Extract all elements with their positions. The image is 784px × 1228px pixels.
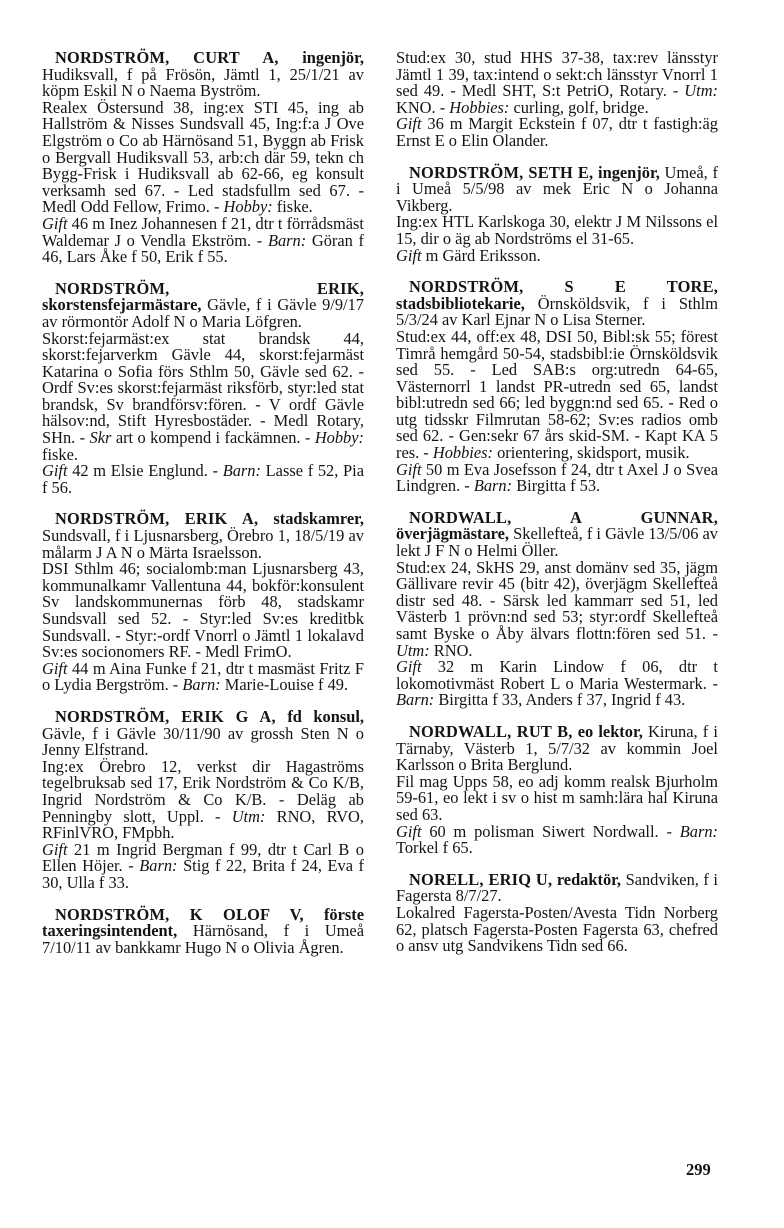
entry-text: Göran f 46, Lars Åke f 50, Erik f 55. [42,230,364,267]
entry-text: Gävle, f i Gävle 30/11/90 av grossh Sten N o Jenny Elfstrand. [42,723,364,760]
entry-text: 50 m Eva Josefsson f 24, dtr t Axel J o Svea Lindgren. - [396,459,718,496]
entry-text: Kiruna, f i Tärnaby, Västerb 1, 5/7/32 av kommin Joel Karlsson o Brita Berglund. [396,721,718,775]
entry-text: Ing:ex HTL Karlskoga 30, elektr J M Nilssons el 15, dir o äg ab Nordströms el 31-65. [396,212,718,248]
biography-entry [42,706,364,892]
entry-label: Hobbies: [432,443,493,463]
entry-label: Barn: [473,476,513,496]
entry-text: 32 m Karin Lindow f 06, dtr t lokomotivmäst Robert L o Maria Westermark. - [396,657,718,693]
entry-label: Gift [396,245,422,265]
entry-label: Utm: [396,640,430,660]
entry-label: Barn: [182,675,221,695]
entry-label: Gift [396,459,422,479]
entry-occupation: fd konsul, [287,706,364,726]
entry-text: 60 m polisman Siwert Nordwall. - [429,821,672,841]
entry-name: NORDSTRÖM, CURT A, [55,48,279,67]
entry-name: NORELL, ERIQ U, [409,869,553,889]
biography-entry [396,507,718,710]
entry-label: Gift [396,657,422,677]
entry-occupation: stadsbibliotekarie, [396,293,525,313]
entry-label: Barn: [222,461,261,481]
entry-name: NORDSTRÖM, K OLOF V, [55,904,304,924]
biography-entry [42,50,364,266]
biography-entry-continued [396,50,718,150]
entry-text: Lasse f 52, Pia f 56. [42,461,364,497]
entry-text: Skorst:fejarmäst:ex stat brandsk 44, skorst:fejarverkm Gävle 44, skorst:fejarmäst Katarina o Sofia förs Sthlm 50, Gävle sed 62. - Ordf Sv:es skorst:fejarmäst riksförb, styr:led stat brandsk, Sv brandförsv:fören. - V ordf Gävle hälsov:nd, Stift Hyresbostäder. - Medl Rotary, SHn. - [42,328,364,448]
entry-text: Sandviken, f i Fagersta 8/7/27. [396,869,718,906]
entry-text: Stud:ex 44, off:ex 48, DSI 50, Bibl:sk 55; förest Timrå hemgård 50-54, stadsbibl:ie Örnsköldsvik sed 55. - Led SAB:s org:utredn 64-65, Västernorrl 1 landst PR-utredn sed 65, landst bibl:utredn sed 66; led byggn:nd sed 65. - Red o utg tidsskr Filmrutan 58-62; Sv:es radios omb sed 62. - Gen:sekr 67 års skid-SM. - Kapt KA 5 res. - [396,326,718,463]
entry-label: Skr [89,428,112,448]
entry-text: Stig f 22, Brita f 24, Eva f 30, Ulla f 33. [42,856,364,892]
entry-text: Härnösand, f i Umeå 7/10/11 av bankkamr Hugo N o Olivia Ågren. [42,921,364,957]
entry-occupation: redaktör, [556,869,622,889]
entry-occupation: ingenjör, [598,162,660,182]
entry-occupation: ingenjör, [302,48,364,67]
entry-text: Torkel f 65. [396,838,473,858]
entry-label: Gift [42,213,68,233]
entry-text: Birgitta f 33, Anders f 37, Ingrid f 43. [438,690,686,710]
biography-entry [42,511,364,694]
entry-occupation: överjägmästare, [396,524,510,544]
entry-label: Hobbies: [449,97,510,117]
left-column [42,50,364,971]
entry-name: NORDSTRÖM, ERIK G A, [55,706,276,726]
entry-occupation: eo lektor, [577,721,643,741]
entry-label: Gift [396,114,422,134]
entry-text: Umeå, f i Umeå 5/5/98 av mek Eric N o Johanna Vikberg. [396,162,718,215]
entry-label: Utm: [231,806,266,826]
entry-text: Gävle, f i Gävle 9/9/17 av rörmontör Adolf N o Maria Löfgren. [42,295,364,331]
entry-text: Hudiksvall, f på Frösön, Jämtl 1, 25/1/21 av köpm Eskil N o Naema Byström. [42,64,364,101]
entry-occupation: förste taxeringsintendent, [42,904,364,941]
entry-name: NORDSTRÖM, SETH E, [409,162,594,182]
entry-name: NORDSTRÖM, S E TORE, [409,277,718,297]
entry-text: 21 m Ingrid Bergman f 99, dtr t Carl B o Ellen Höjer. - [42,839,364,876]
entry-text: KNO. - [396,97,446,117]
entry-text: Realex Östersund 38, ing:ex STI 45, ing ab Hallström & Nisses Sundsvall 45, Ing:f:a J Ove Elgström o Co ab Härnösand 51, Byggn ab Frisk o Bergvall Hudiksvall 53, arb:ch där 59, tekn ch Bygg-Frisk i Hudiksvall ab 62-66, eg konsult verksamh sed 67. - Led stadsfullm sed 67. - Medl Odd Fellow, Frimo. - [42,97,364,217]
entry-name: NORDSTRÖM, ERIK, [55,278,364,298]
entry-label: Gift [396,821,422,841]
biography-entry [396,869,718,956]
entry-occupation: skorstensfejarmästare, [42,295,202,315]
entry-text: Ing:ex Örebro 12, verkst dir Hagaströms tegelbruksab sed 17, Erik Nordström & Co K/B, Ingrid Nordström & Co K/B. - Deläg ab Penningby slott, Uppl. - [42,756,364,826]
page-number: 299 [686,1160,711,1179]
entry-label: Barn: [679,821,718,841]
entry-text: Marie-Louise f 49. [224,675,349,695]
entry-text: RNO. [433,640,473,660]
entry-label: Hobby: [223,197,273,217]
entry-text: 42 m Elsie Englund. - [72,461,219,481]
right-column [396,50,718,970]
entry-text: Stud:ex 30, stud HHS 37-38, tax:rev länsstyr Jämtl 1 39, tax:intend o sekt:ch länsstyr Vnorrl 1 sed 49. - Medl SHT, S:t PetriO, Rotary. - [396,48,718,101]
entry-label: Gift [42,461,68,481]
entry-text: curling, golf, bridge. [513,97,649,117]
entry-text: fiske. [42,444,78,464]
entry-text: Stud:ex 24, SkHS 29, anst domänv sed 35, jägm Gällivare revir 45 (bitr 42), överjägm Skellefteå distr sed 48. - Särsk led kammarr sed 51, led Västerb 1 prövn:nd sed 53; styr:ordf Skellefteå samt Byske o Åby älvars flottn:fören sed 51. - [396,557,718,643]
entry-text: RNO, RVO, RFinlVRO, FMpbh. [42,806,364,843]
entry-text: orientering, skidsport, musik. [497,443,690,463]
entry-text: Örnsköldsvik, f i Sthlm 5/3/24 av Karl Ejnar N o Lisa Sterner. [396,293,718,330]
entry-text: fiske. [276,197,313,217]
entry-text: Birgitta f 53. [516,476,601,496]
biography-entry [396,721,718,858]
biography-entry [42,904,364,957]
biography-entry [396,279,718,495]
entry-text: m Gärd Eriksson. [425,245,541,265]
entry-label: Hobby: [314,428,364,448]
entry-name: NORDWALL, A GUNNAR, [409,507,718,527]
biography-entry [42,278,364,497]
entry-label: Barn: [396,690,435,710]
entry-label: Utm: [684,81,718,101]
entry-text: DSI Sthlm 46; socialomb:man Ljusnarsberg 43, kommunalkamr Vallentuna 44, bokför:konsulent Sv landskommunernas förb 48, stadskamr Sundsvall sed 52. - Styr:led Sv:es kreditbk Sundsvall. - Styr:-ordf Vnorrl o Jämtl 1 lokalavd Sv:es socionomers RF. - Medl FrimO. [42,559,364,662]
entry-text: Skellefteå, f i Gävle 13/5/06 av lekt J F N o Helmi Öller. [396,524,718,561]
entry-text: 44 m Aina Funke f 21, dtr t masmäst Fritz F o Lydia Bergström. - [42,658,364,695]
entry-text: Sundsvall, f i Ljusnarsberg, Örebro 1, 18/5/19 av målarm J A N o Märta Israelsson. [42,526,364,562]
entry-occupation: stadskamrer, [273,509,364,529]
entry-text: Lokalred Fagersta-Posten/Avesta Tidn Norberg 62, platsch Fagersta-Posten Fagersta 63, chefred o ansv utg Sandvikens Tidn sed 66. [396,902,718,956]
entry-label: Barn: [139,856,178,876]
entry-label: Barn: [267,230,307,250]
entry-name: NORDSTRÖM, ERIK A, [55,509,259,529]
entry-text: 36 m Margit Eckstein f 07, dtr t fastigh:äg Ernst E o Elin Olander. [396,114,718,150]
entry-text: 46 m Inez Johannesen f 21, dtr t förrådsmäst Waldemar J o Vendla Ekström. - [42,213,364,250]
entry-text: Fil mag Upps 58, eo adj komm realsk Bjurholm 59-61, eo lekt i sv o hist m samh:lära hal Kiruna sed 63. [396,771,718,824]
entry-text: art o kompend i fackämnen. - [115,428,311,448]
biography-entry [396,162,718,265]
entry-label: Gift [42,658,68,678]
entry-label: Gift [42,839,68,859]
entry-name: NORDWALL, RUT B, [409,721,573,741]
